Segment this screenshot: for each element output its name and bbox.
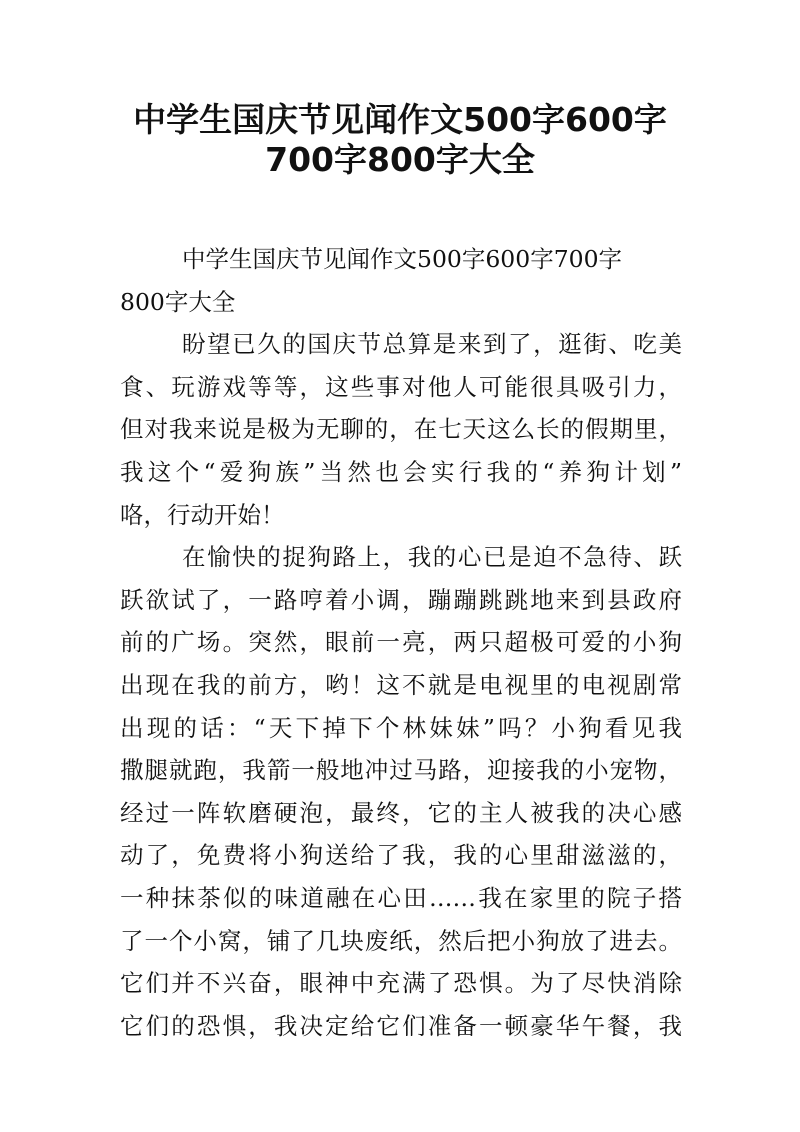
text-line: 它们并不兴奋，眼神中充满了恐惧。为了尽快消除: [120, 969, 682, 998]
text-line: 经过一阵软磨硬泡，最终，它的主人被我的决心感: [120, 798, 682, 827]
text-line: 中学生国庆节见闻作文500字600字700字: [182, 245, 623, 273]
text-line: 一种抹茶似的味道融在心田……我在家里的院子搭: [120, 883, 682, 912]
text-line: 出现的话：“天下掉下个林妹妹”吗？小狗看见我: [120, 713, 682, 742]
text-line: 它们的恐惧，我决定给它们准备一顿豪华午餐，我: [120, 1011, 682, 1040]
text-line: 但对我来说是极为无聊的，在七天这么长的假期里，: [120, 415, 682, 444]
text-line: 出现在我的前方，哟！这不就是电视里的电视剧常: [120, 670, 682, 699]
text-line: 跃欲试了，一路哼着小调，蹦蹦跳跳地来到县政府: [120, 585, 682, 614]
document-title-line-2: 700字800字大全: [265, 140, 535, 179]
text-line: 盼望已久的国庆节总算是来到了，逛街、吃美: [182, 330, 682, 359]
text-line: 我这个“爱狗族”当然也会实行我的“养狗计划”: [120, 457, 682, 486]
document-body: [120, 238, 682, 1047]
text-line: 咯，行动开始！: [120, 500, 285, 529]
text-line: 了一个小窝，铺了几块废纸，然后把小狗放了进去。: [120, 926, 682, 955]
text-line: 动了，免费将小狗送给了我，我的心里甜滋滋的，: [120, 841, 682, 870]
text-line: 在愉快的捉狗路上，我的心已是迫不急待、跃: [182, 543, 682, 572]
document-title-line-1: 中学生国庆节见闻作文500字600字: [133, 100, 667, 139]
text-line: 800字大全: [120, 287, 236, 316]
text-line: 食、玩游戏等等，这些事对他人可能很具吸引力，: [120, 372, 682, 401]
text-line: 撒腿就跑，我箭一般地冲过马路，迎接我的小宠物，: [120, 756, 682, 785]
text-line: 前的广场。突然，眼前一亮，两只超极可爱的小狗: [120, 628, 682, 657]
